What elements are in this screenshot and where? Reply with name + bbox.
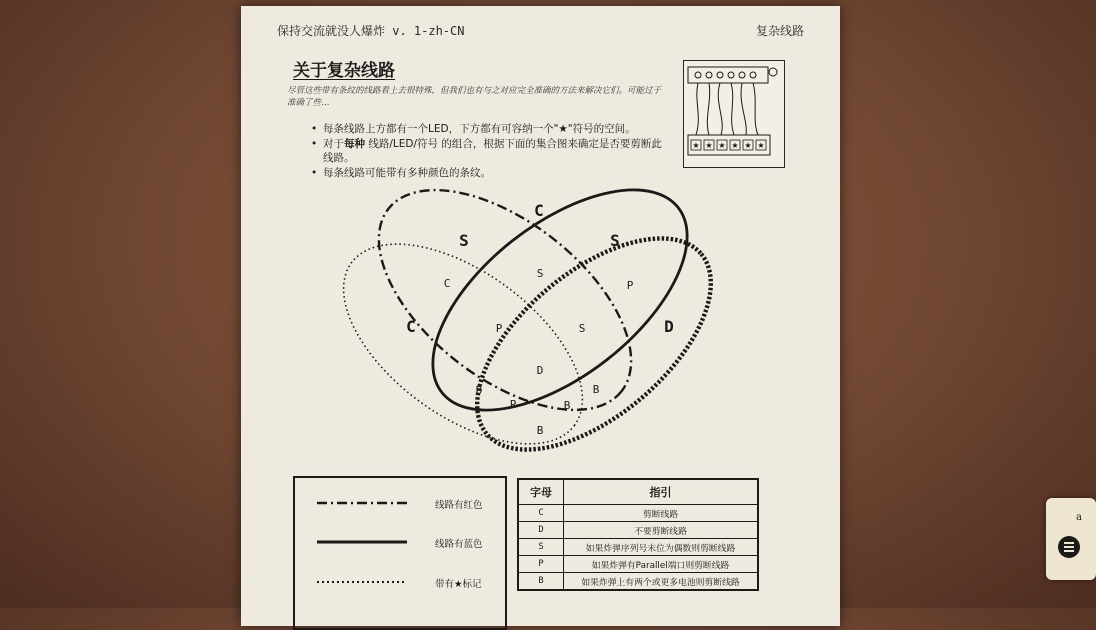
venn-region-label: D [536, 364, 544, 377]
venn-region-label: P [495, 322, 503, 335]
rule-item: • 每条线路可能带有多种颜色的条纹。 [311, 166, 671, 181]
table-header: 字母 [518, 479, 564, 505]
venn-region-label: B [536, 424, 544, 437]
svg-text:★: ★ [731, 141, 739, 150]
table-row: D 不要剪断线路 [518, 522, 758, 539]
venn-region-label: D [475, 384, 483, 397]
venn-set-label: C [534, 201, 544, 220]
venn-set-label: S [459, 231, 469, 250]
section-intro: 尽管这些带有条纹的线路看上去很特殊，但我们也有与之对应完全准确的方法来解决它们。可能过于准确了些… [287, 86, 662, 108]
table-header: 指引 [564, 479, 759, 505]
manual-section-name: 复杂线路 [755, 24, 804, 38]
tab-letter: a [1076, 512, 1082, 523]
rule-item: • 每条线路上方都有一个LED，下方都有可容纳一个"★"符号的空间。 [311, 122, 671, 137]
side-menu-tab[interactable] [1046, 498, 1096, 580]
venn-region-label: B [592, 383, 600, 396]
legend-row-red: 线路有红色 [435, 500, 483, 511]
wire-module-illustration [683, 60, 785, 168]
legend-row-blue: 线路有蓝色 [435, 539, 483, 550]
venn-set-label: D [664, 317, 674, 336]
table-row: P 如果炸弹有Parallel端口则剪断线路 [518, 556, 758, 573]
venn-region-label: S [578, 322, 586, 335]
svg-text:★: ★ [757, 141, 765, 150]
table-row: S 如果炸弹序列号末位为偶数则剪断线路 [518, 539, 758, 556]
svg-text:★: ★ [718, 141, 726, 150]
venn-set-label: C [406, 317, 416, 336]
venn-set-blue [395, 148, 725, 452]
table-row: C 剪断线路 [518, 505, 758, 522]
venn-set-led [440, 199, 747, 489]
line-style-legend [293, 476, 507, 630]
rule-list [311, 122, 671, 180]
menu-icon[interactable] [1058, 536, 1080, 558]
venn-region-label: S [536, 267, 544, 280]
venn-set-red [340, 147, 669, 452]
svg-text:★: ★ [705, 141, 713, 150]
venn-region-label: C [443, 277, 451, 290]
venn-region-label: P [626, 279, 634, 292]
rule-item: • 对于每种 线路/LED/符号 的组合，根据下面的集合图来确定是否要剪断此线路。 [311, 137, 671, 166]
venn-set-label: S [610, 231, 620, 250]
svg-text:★: ★ [744, 141, 752, 150]
manual-header-title: 保持交流就没人爆炸 v. 1-zh-CN [277, 24, 465, 38]
venn-diagram [361, 192, 731, 462]
svg-text:★: ★ [692, 141, 700, 150]
venn-region-label: P [509, 398, 517, 411]
instruction-table [517, 478, 759, 591]
manual-page [241, 6, 840, 626]
table-row: B 如果炸弹上有两个或更多电池则剪断线路 [518, 573, 758, 591]
section-title: 关于复杂线路 [293, 61, 395, 81]
venn-region-label: B [563, 399, 571, 412]
legend-row-star: 带有★标记 [435, 579, 482, 590]
